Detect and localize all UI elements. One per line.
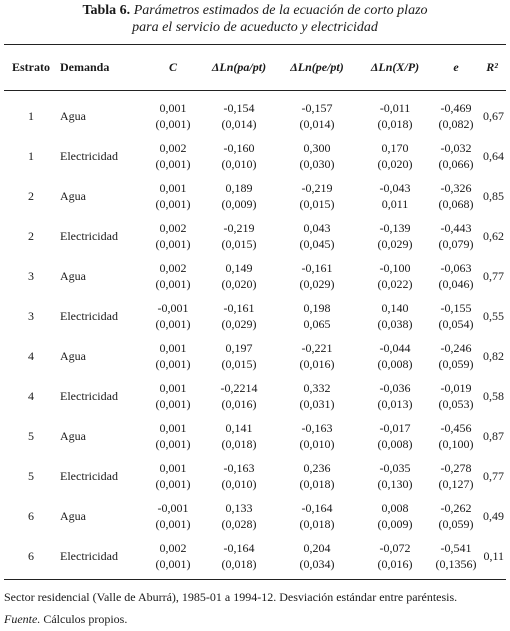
standard-error-value: (0,068) <box>438 197 474 211</box>
coefficient-value: -0,032 <box>440 141 472 155</box>
standard-error-value: (0,059) <box>438 357 474 371</box>
dln-pa-cell <box>200 496 278 536</box>
coefficient-value: 1 <box>28 149 34 163</box>
standard-error-value: (0,1356) <box>435 557 477 571</box>
estrato-cell <box>4 336 58 376</box>
dln-pa-cell <box>200 336 278 376</box>
coefficient-value: Agua <box>60 109 86 123</box>
dln-x-cell <box>356 296 434 336</box>
dln-pe-cell <box>278 416 356 456</box>
standard-error-value: (0,018) <box>221 557 257 571</box>
coefficient-value: 0,300 <box>303 141 331 155</box>
coefficient-value: -0,219 <box>223 221 255 235</box>
coefficient-value: -0,011 <box>379 101 411 115</box>
dln-pe-cell <box>278 376 356 416</box>
standard-error-value: (0,016) <box>377 557 413 571</box>
source-label: Fuente. <box>4 612 41 626</box>
header-e: e <box>453 60 459 74</box>
dln-x-cell <box>356 336 434 376</box>
standard-error-value: (0,001) <box>155 517 191 531</box>
dln-pe-cell <box>278 90 356 136</box>
standard-error-value: (0,020) <box>221 277 257 291</box>
estrato-cell <box>4 256 58 296</box>
table-body <box>4 90 506 576</box>
dln-pa-cell <box>200 376 278 416</box>
standard-error-value: (0,082) <box>438 117 474 131</box>
demanda-cell <box>58 176 146 216</box>
standard-error-value: (0,028) <box>221 517 257 531</box>
coefficient-value: 0,001 <box>159 181 187 195</box>
estrato-cell <box>4 90 58 136</box>
coefficient-value: 0,149 <box>225 261 253 275</box>
coefficient-value: 0,001 <box>159 381 187 395</box>
coefficient-value: 0,001 <box>159 101 187 115</box>
standard-error-value: (0,066) <box>438 157 474 171</box>
dln-pa-cell <box>200 216 278 256</box>
coefficient-value: 0,141 <box>225 421 253 435</box>
coefficient-value: -0,443 <box>440 221 472 235</box>
coefficient-value: Electricidad <box>60 389 118 403</box>
dln-pa-cell <box>200 456 278 496</box>
dln-pa-cell <box>200 536 278 576</box>
table-row <box>4 176 506 216</box>
coefficient-value: -0,326 <box>440 181 472 195</box>
standard-error-value: (0,018) <box>299 517 335 531</box>
coefficient-value: 0,332 <box>303 381 331 395</box>
dln-x-cell <box>356 136 434 176</box>
standard-error-value: (0,046) <box>438 277 474 291</box>
standard-error-value: (0,014) <box>221 117 257 131</box>
coefficient-value: -0,163 <box>301 421 333 435</box>
standard-error-value: (0,001) <box>155 397 191 411</box>
table-row <box>4 256 506 296</box>
coefficient-value: 0,77 <box>483 469 504 483</box>
coefficient-value: -0,469 <box>440 101 472 115</box>
coefficient-value: 0,170 <box>381 141 409 155</box>
coefficient-value: -0,157 <box>301 101 333 115</box>
dln-x-cell <box>356 216 434 256</box>
coefficient-value: -0,246 <box>440 341 472 355</box>
e-cell <box>434 336 478 376</box>
coefficient-value: 3 <box>28 269 34 283</box>
dln-pe-cell <box>278 256 356 296</box>
standard-error-value: (0,018) <box>299 477 335 491</box>
dln-pe-cell <box>278 336 356 376</box>
coefficient-value: -0,456 <box>440 421 472 435</box>
header-demanda: Demanda <box>60 60 110 74</box>
coefficient-value: -0,154 <box>223 101 255 115</box>
coefficient-value: 0,11 <box>483 549 504 563</box>
demanda-cell <box>58 376 146 416</box>
dln-pe-cell <box>278 296 356 336</box>
coefficient-value: Electricidad <box>60 149 118 163</box>
e-cell <box>434 216 478 256</box>
caption-label: Tabla 6. <box>82 3 131 18</box>
dln-pa-cell <box>200 90 278 136</box>
coefficient-value: -0,2214 <box>220 381 258 395</box>
coefficient-value: 0,043 <box>303 221 331 235</box>
table-row <box>4 416 506 456</box>
standard-error-value: (0,001) <box>155 317 191 331</box>
coefficient-value: 0,001 <box>159 461 187 475</box>
caption-title-1: Parámetros estimados de la ecuación de corto plazo <box>133 3 428 18</box>
c-cell <box>146 416 200 456</box>
coefficient-value: 0,55 <box>483 309 504 323</box>
coefficient-value: Agua <box>60 349 86 363</box>
coefficient-value: -0,001 <box>157 301 189 315</box>
e-cell <box>434 496 478 536</box>
header-estrato: Estrato <box>12 60 50 74</box>
header-c: C <box>168 60 177 74</box>
standard-error-value: (0,031) <box>299 397 335 411</box>
standard-error-value: (0,015) <box>221 237 257 251</box>
coefficient-value: 6 <box>28 549 34 563</box>
e-cell <box>434 456 478 496</box>
e-cell <box>434 90 478 136</box>
c-cell <box>146 456 200 496</box>
r2-cell <box>478 136 506 176</box>
standard-error-value: (0,038) <box>377 317 413 331</box>
estrato-cell <box>4 176 58 216</box>
source-note <box>4 612 127 627</box>
standard-error-value: (0,001) <box>155 117 191 131</box>
coefficient-value: -0,541 <box>440 541 472 555</box>
coefficient-value: Agua <box>60 429 86 443</box>
e-cell <box>434 136 478 176</box>
dln-pe-cell <box>278 216 356 256</box>
caption-title-2: para el servicio de acueducto y electricidad <box>132 20 378 35</box>
coefficient-value: -0,044 <box>379 341 411 355</box>
r2-cell <box>478 456 506 496</box>
coefficient-value: -0,161 <box>301 261 333 275</box>
dln-pe-cell <box>278 456 356 496</box>
r2-cell <box>478 336 506 376</box>
standard-error-value: (0,009) <box>221 197 257 211</box>
standard-error-value: (0,013) <box>377 397 413 411</box>
coefficient-value: 0,002 <box>159 261 187 275</box>
demanda-cell <box>58 456 146 496</box>
standard-error-value: (0,015) <box>221 357 257 371</box>
coefficient-value: 0,236 <box>303 461 331 475</box>
demanda-cell <box>58 256 146 296</box>
coefficient-value: 0,198 <box>303 301 331 315</box>
standard-error-value: (0,020) <box>377 157 413 171</box>
coefficient-value: 2 <box>28 189 34 203</box>
demanda-cell <box>58 496 146 536</box>
coefficient-value: 0,67 <box>483 109 504 123</box>
standard-error-value: (0,054) <box>438 317 474 331</box>
coefficient-value: -0,221 <box>301 341 333 355</box>
table-row <box>4 136 506 176</box>
standard-error-value: 0,011 <box>381 197 409 211</box>
coefficient-value: 0,197 <box>225 341 253 355</box>
table-row <box>4 536 506 576</box>
table-row <box>4 496 506 536</box>
standard-error-value: (0,010) <box>299 437 335 451</box>
coefficient-value: 3 <box>28 309 34 323</box>
dln-x-cell <box>356 456 434 496</box>
coefficient-value: Agua <box>60 189 86 203</box>
coefficient-value: 0,001 <box>159 421 187 435</box>
r2-cell <box>478 256 506 296</box>
header-dln-x: ΔLn(X/P) <box>370 60 420 74</box>
coefficient-value: -0,155 <box>440 301 472 315</box>
standard-error-value: (0,079) <box>438 237 474 251</box>
dln-pa-cell <box>200 256 278 296</box>
coefficient-value: 0,001 <box>159 341 187 355</box>
table-row <box>4 90 506 136</box>
standard-error-value: (0,029) <box>221 317 257 331</box>
standard-error-value: (0,008) <box>377 437 413 451</box>
dln-pa-cell <box>200 416 278 456</box>
e-cell <box>434 376 478 416</box>
standard-error-value: (0,018) <box>221 437 257 451</box>
coefficient-value: 6 <box>28 509 34 523</box>
c-cell <box>146 176 200 216</box>
estrato-cell <box>4 296 58 336</box>
dln-pa-cell <box>200 136 278 176</box>
standard-error-value: (0,016) <box>299 357 335 371</box>
coefficient-value: 0,49 <box>483 509 504 523</box>
standard-error-value: (0,045) <box>299 237 335 251</box>
standard-error-value: (0,001) <box>155 197 191 211</box>
coefficient-value: 0,62 <box>483 229 504 243</box>
coefficient-value: Electricidad <box>60 229 118 243</box>
coefficient-value: -0,035 <box>379 461 411 475</box>
standard-error-value: (0,014) <box>299 117 335 131</box>
dln-x-cell <box>356 416 434 456</box>
coefficient-value: 0,82 <box>483 349 504 363</box>
estrato-cell <box>4 536 58 576</box>
bottom-rule <box>4 579 506 580</box>
coefficient-value: -0,164 <box>223 541 255 555</box>
coefficient-value: 0,189 <box>225 181 253 195</box>
demanda-cell <box>58 296 146 336</box>
standard-error-value: (0,009) <box>377 517 413 531</box>
e-cell <box>434 296 478 336</box>
estrato-cell <box>4 216 58 256</box>
coefficient-value: 0,58 <box>483 389 504 403</box>
r2-cell <box>478 90 506 136</box>
coefficient-value: 0,64 <box>483 149 504 163</box>
coefficient-value: 0,133 <box>225 501 253 515</box>
estrato-cell <box>4 456 58 496</box>
coefficient-value: Electricidad <box>60 309 118 323</box>
coefficient-value: 0,87 <box>483 429 504 443</box>
coefficient-value: 0,002 <box>159 141 187 155</box>
table-note: Sector residencial (Valle de Aburrá), 1985-01 a 1994-12. Desviación estándar entre paréntesis. <box>4 590 458 604</box>
standard-error-value: (0,016) <box>221 397 257 411</box>
dln-pe-cell <box>278 536 356 576</box>
table-row <box>4 336 506 376</box>
c-cell <box>146 296 200 336</box>
coefficient-value: 5 <box>28 429 34 443</box>
header-row <box>4 45 506 90</box>
standard-error-value: (0,010) <box>221 477 257 491</box>
coefficient-value: -0,164 <box>301 501 333 515</box>
coefficient-value: Electricidad <box>60 469 118 483</box>
coefficient-value: Agua <box>60 509 86 523</box>
demanda-cell <box>58 336 146 376</box>
e-cell <box>434 416 478 456</box>
coefficient-value: -0,001 <box>157 501 189 515</box>
table-row <box>4 296 506 336</box>
parameters-table <box>4 45 506 576</box>
coefficient-value: -0,163 <box>223 461 255 475</box>
header-dln-pa: ΔLn(pa/pt) <box>211 60 267 74</box>
standard-error-value: (0,008) <box>377 357 413 371</box>
standard-error-value: (0,127) <box>438 477 474 491</box>
dln-x-cell <box>356 90 434 136</box>
coefficient-value: -0,262 <box>440 501 472 515</box>
estrato-cell <box>4 496 58 536</box>
e-cell <box>434 176 478 216</box>
caption-line-1 <box>0 2 510 19</box>
standard-error-value: (0,029) <box>299 277 335 291</box>
dln-x-cell <box>356 536 434 576</box>
coefficient-value: 0,77 <box>483 269 504 283</box>
demanda-cell <box>58 136 146 176</box>
r2-cell <box>478 376 506 416</box>
coefficient-value: -0,043 <box>379 181 411 195</box>
c-cell <box>146 90 200 136</box>
coefficient-value: 0,140 <box>381 301 409 315</box>
standard-error-value: (0,022) <box>377 277 413 291</box>
standard-error-value: (0,059) <box>438 517 474 531</box>
c-cell <box>146 256 200 296</box>
standard-error-value: (0,001) <box>155 357 191 371</box>
table-row <box>4 376 506 416</box>
table-row <box>4 216 506 256</box>
r2-cell <box>478 536 506 576</box>
table-caption <box>0 2 510 36</box>
standard-error-value: (0,018) <box>377 117 413 131</box>
r2-cell <box>478 296 506 336</box>
standard-error-value: (0,015) <box>299 197 335 211</box>
coefficient-value: 4 <box>28 389 34 403</box>
standard-error-value: (0,001) <box>155 277 191 291</box>
source-text: Cálculos propios. <box>40 612 128 626</box>
coefficient-value: -0,139 <box>379 221 411 235</box>
estrato-cell <box>4 136 58 176</box>
standard-error-value: (0,034) <box>299 557 335 571</box>
dln-x-cell <box>356 256 434 296</box>
coefficient-value: 0,85 <box>483 189 504 203</box>
coefficient-value: -0,019 <box>440 381 472 395</box>
coefficient-value: 0,002 <box>159 541 187 555</box>
coefficient-value: 0,204 <box>303 541 331 555</box>
standard-error-value: (0,001) <box>155 557 191 571</box>
coefficient-value: -0,017 <box>379 421 411 435</box>
coefficient-value: Agua <box>60 269 86 283</box>
coefficient-value: 5 <box>28 469 34 483</box>
estrato-cell <box>4 376 58 416</box>
coefficient-value: 0,002 <box>159 221 187 235</box>
header-r2: R² <box>486 60 498 74</box>
coefficient-value: Electricidad <box>60 549 118 563</box>
c-cell <box>146 376 200 416</box>
coefficient-value: -0,036 <box>379 381 411 395</box>
standard-error-value: (0,130) <box>377 477 413 491</box>
coefficient-value: -0,160 <box>223 141 255 155</box>
c-cell <box>146 536 200 576</box>
r2-cell <box>478 216 506 256</box>
e-cell <box>434 536 478 576</box>
header-dln-pe: ΔLn(pe/pt) <box>290 60 344 74</box>
demanda-cell <box>58 416 146 456</box>
r2-cell <box>478 176 506 216</box>
dln-pa-cell <box>200 296 278 336</box>
coefficient-value: 2 <box>28 229 34 243</box>
standard-error-value: 0,065 <box>303 317 331 331</box>
dln-pe-cell <box>278 176 356 216</box>
standard-error-value: (0,029) <box>377 237 413 251</box>
dln-x-cell <box>356 496 434 536</box>
standard-error-value: (0,010) <box>221 157 257 171</box>
standard-error-value: (0,001) <box>155 477 191 491</box>
dln-pe-cell <box>278 136 356 176</box>
dln-x-cell <box>356 176 434 216</box>
coefficient-value: 0,008 <box>381 501 409 515</box>
standard-error-value: (0,001) <box>155 157 191 171</box>
standard-error-value: (0,001) <box>155 237 191 251</box>
standard-error-value: (0,100) <box>438 437 474 451</box>
coefficient-value: -0,100 <box>379 261 411 275</box>
e-cell <box>434 256 478 296</box>
coefficient-value: -0,219 <box>301 181 333 195</box>
demanda-cell <box>58 90 146 136</box>
coefficient-value: -0,278 <box>440 461 472 475</box>
coefficient-value: -0,161 <box>223 301 255 315</box>
dln-pa-cell <box>200 176 278 216</box>
c-cell <box>146 136 200 176</box>
dln-pe-cell <box>278 496 356 536</box>
r2-cell <box>478 416 506 456</box>
coefficient-value: 1 <box>28 109 34 123</box>
standard-error-value: (0,030) <box>299 157 335 171</box>
coefficient-value: -0,063 <box>440 261 472 275</box>
dln-x-cell <box>356 376 434 416</box>
demanda-cell <box>58 216 146 256</box>
table-row <box>4 456 506 496</box>
standard-error-value: (0,001) <box>155 437 191 451</box>
c-cell <box>146 216 200 256</box>
standard-error-value: (0,053) <box>438 397 474 411</box>
coefficient-value: 4 <box>28 349 34 363</box>
coefficient-value: -0,072 <box>379 541 411 555</box>
c-cell <box>146 336 200 376</box>
r2-cell <box>478 496 506 536</box>
c-cell <box>146 496 200 536</box>
demanda-cell <box>58 536 146 576</box>
estrato-cell <box>4 416 58 456</box>
